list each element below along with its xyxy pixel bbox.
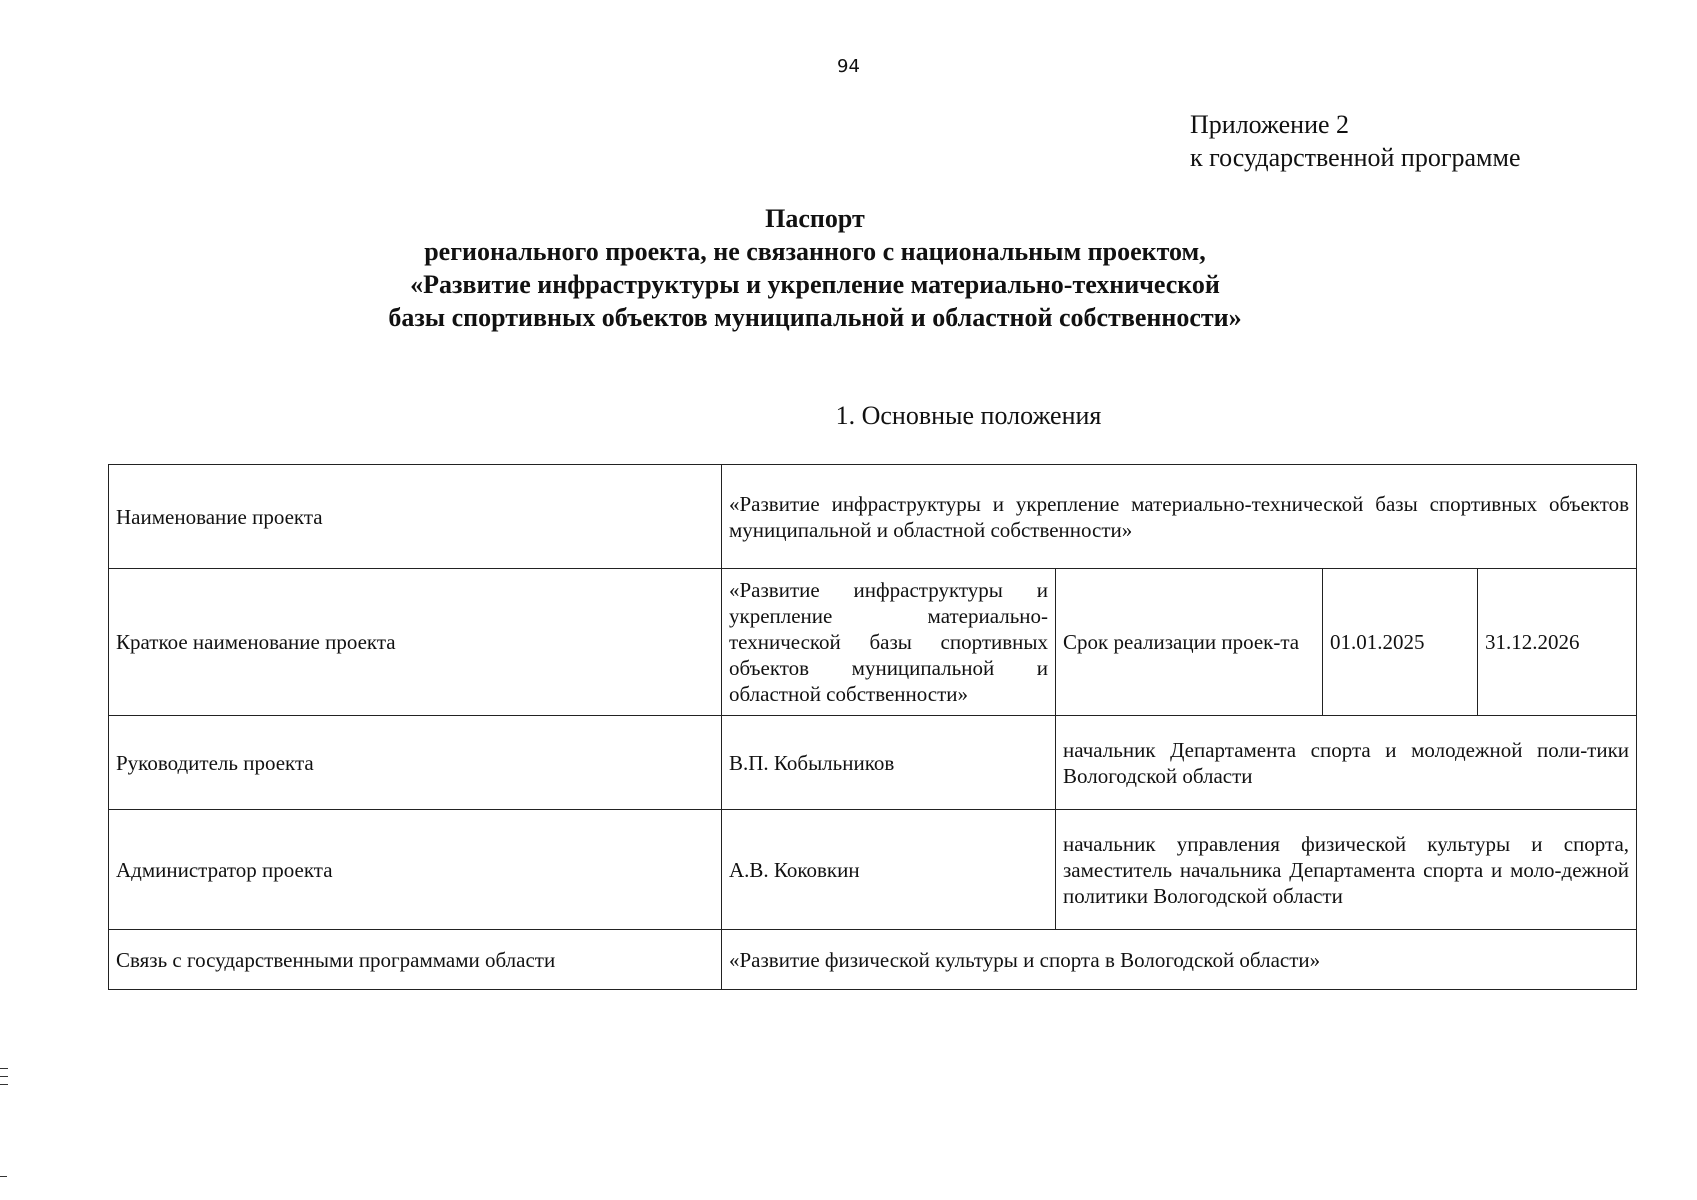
start-date: 01.01.2025 <box>1323 569 1478 716</box>
short-name-label: Краткое наименование проекта <box>109 569 722 716</box>
manager-name: В.П. Кобыльников <box>722 716 1056 810</box>
end-date: 31.12.2026 <box>1478 569 1637 716</box>
administrator-position: начальник управления физической культуры и спорта, заместитель начальника Департамента спорта и моло-дежной политики Вологодской области <box>1056 810 1637 930</box>
administrator-name: А.В. Коковкин <box>722 810 1056 930</box>
document-title <box>200 202 1430 334</box>
period-label: Срок реализации проек-та <box>1056 569 1323 716</box>
table-row-manager <box>109 716 1637 810</box>
margin-mark <box>0 1176 7 1177</box>
table-row-programs <box>109 930 1637 990</box>
section-heading: 1. Основные положения <box>835 401 1102 430</box>
programs-label: Связь с государственными программами области <box>109 930 722 990</box>
passport-table <box>108 464 1637 990</box>
page-number: 94 <box>837 56 860 77</box>
project-name-label: Наименование проекта <box>109 465 722 569</box>
title-line-2: регионального проекта, не связанного с национальным проектом, <box>424 237 1206 266</box>
title-line-1: Паспорт <box>765 204 865 233</box>
appendix-note <box>1190 108 1521 174</box>
margin-marks <box>0 1068 8 1092</box>
manager-position: начальник Департамента спорта и молодежной поли-тики Вологодской области <box>1056 716 1637 810</box>
project-name-value: «Развитие инфраструктуры и укрепление материально-технической базы спортивных объектов муниципальной и областной собственности» <box>722 465 1637 569</box>
manager-label: Руководитель проекта <box>109 716 722 810</box>
short-name-value: «Развитие инфраструктуры и укрепление материально-технической базы спортивных объектов муниципальной и областной собственности» <box>722 569 1056 716</box>
programs-value: «Развитие физической культуры и спорта в Вологодской области» <box>722 930 1637 990</box>
table-row-project-name <box>109 465 1637 569</box>
appendix-line-1: Приложение 2 <box>1190 110 1350 139</box>
table-row-administrator <box>109 810 1637 930</box>
table-row-short-name <box>109 569 1637 716</box>
title-line-3: «Развитие инфраструктуры и укрепление материально-технической <box>410 270 1220 299</box>
administrator-label: Администратор проекта <box>109 810 722 930</box>
appendix-line-2: к государственной программе <box>1190 143 1521 172</box>
title-line-4: базы спортивных объектов муниципальной и областной собственности» <box>388 303 1242 332</box>
